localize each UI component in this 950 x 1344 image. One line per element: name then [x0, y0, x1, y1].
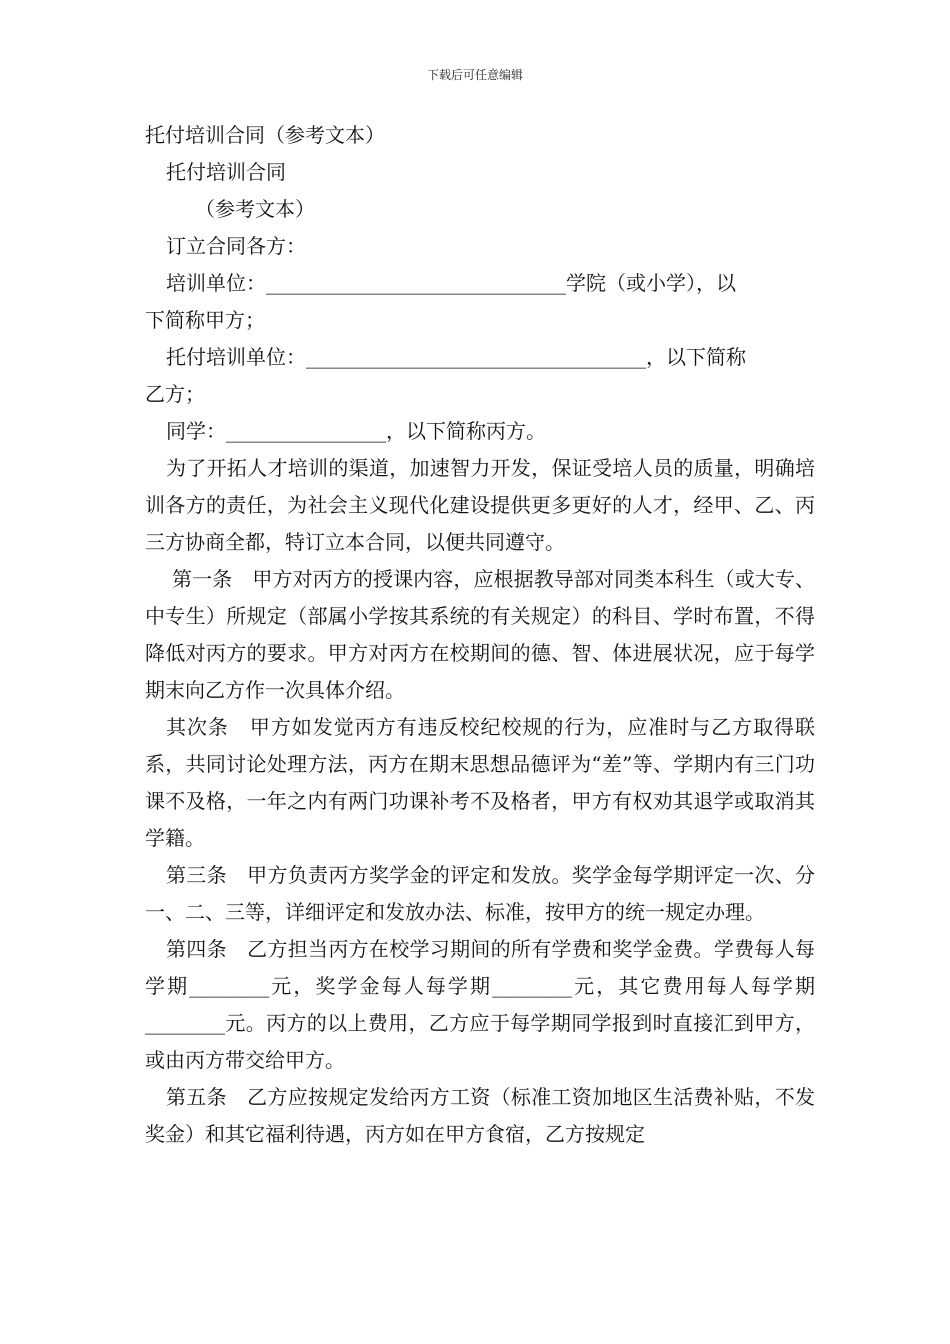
article-1: 第一条 甲方对丙方的授课内容，应根据教导部对同类本科生（或大专、中专生）所规定（部属小学按其系统的有关规定）的科目、学时布置，不得降低对丙方的要求。甲方对丙方在校期间的德、智、体进展状况，应于每学期末向乙方作一次具体介绍。 — [145, 567, 815, 702]
party-c-line: 同学：________________，以下简称丙方。 — [166, 419, 546, 443]
subtitle-note: （参考文本） — [195, 197, 315, 221]
party-a-continuation: 下简称甲方； — [145, 308, 265, 332]
article-5: 第五条 乙方应按规定发给丙方工资（标准工资加地区生活费补贴，不发奖金）和其它福利待遇，丙方如在甲方食宿，乙方按规定 — [145, 1085, 815, 1146]
party-b-line: 托付培训单位：__________________________________，以下简称 — [166, 345, 746, 369]
article-4: 第四条 乙方担当丙方在校学习期间的所有学费和奖学金费。学费每人每学期________元，奖学金每人每学期________元，其它费用每人每学期________元。丙方的以上费用，乙方应于每学期同学报到时直接汇到甲方，或由丙方带交给甲方。 — [145, 937, 815, 1072]
preamble-paragraph: 为了开拓人才培训的渠道，加速智力开发，保证受培人员的质量，明确培训各方的责任，为社会主义现代化建设提供更多更好的人才，经甲、乙、丙三方协商全都，特订立本合同，以便共同遵守。 — [145, 456, 815, 554]
subtitle: 托付培训合同 — [166, 160, 286, 184]
article-3: 第三条 甲方负责丙方奖学金的评定和发放。奖学金每学期评定一次、分一、二、三等，详细评定和发放办法、标准，按甲方的统一规定办理。 — [145, 863, 815, 924]
party-b-continuation: 乙方； — [145, 382, 205, 406]
parties-heading: 订立合同各方： — [166, 234, 306, 258]
contract-document — [145, 117, 815, 1153]
document-title: 托付培训合同（参考文本） — [145, 123, 385, 147]
page-header: 下载后可任意编辑 — [426, 68, 523, 82]
party-a-line: 培训单位：______________________________学院（或小学），以 — [166, 271, 736, 295]
article-2: 其次条 甲方如发觉丙方有违反校纪校规的行为，应准时与乙方取得联系，共同讨论处理方法，丙方在期末思想品德评为“差”等、学期内有三门功课不及格，一年之内有两门功课补考不及格者，甲方有权劝其退学或取消其学籍。 — [145, 715, 815, 850]
